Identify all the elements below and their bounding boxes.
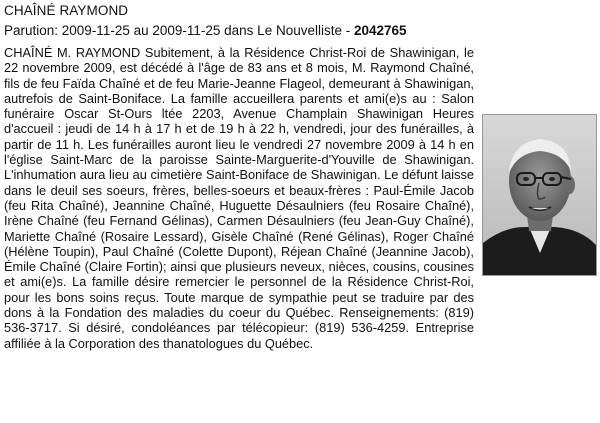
parution-text: Parution: 2009-11-25 au 2009-11-25 dans Le Nouvelliste -	[4, 23, 354, 38]
publication-info	[4, 23, 407, 38]
obituary-title: CHAÎNÉ RAYMOND	[4, 3, 129, 18]
portrait-illustration	[483, 115, 596, 275]
obituary-text: Subitement, à la Résidence Christ-Roi de Shawinigan, le 22 novembre 2009, est décédé à l'âge de 83 ans et 8 mois, M. Raymond Chaîné, fils de feu Faïda Chaîné et de feu Marie-Jeanne Flageol, demeurant à Shawinigan, autrefois de Saint-Boniface. La famille accueillera parents et ami(e)s au : Salon funéraire Oscar St-Ours ltée 2203, Avenue Champlain Shawinigan Heures d'accueil : jeudi de 14 h à 17 h et de 19 h à 22 h, vendredi, jour des funérailles, à partir de 11 h. Les funérailles auront lieu le vendredi 27 novembre 2009 à 14 h en l'église Saint-Marc de la paroisse Sainte-Marguerite-d'Youville de Shawinigan. L'inhumation aura lieu au cimetière Saint-Boniface de Shawinigan. Le défunt laisse dans le deuil ses soeurs, frères, belles-soeurs et beaux-frères : Paul-Émile Jacob (feu Rita Chaîné), Jeannine Chaîné, Huguette Désaulniers (feu Rosaire Chaîné), Irène Chaîné (feu Fernand Gélinas), Carmen Désaulniers (feu Jean-Guy Chaîné), Mariette Chaîné (Rosaire Lessard), Gisèle Chaîné (René Gélinas), Roger Chaîné (Hélène Toupin), Paul Chaîné (Colette Dupont), Réjean Chaîné (Jeannine Jacob), Émile Chaîné (Claire Fortin); ainsi que plusieurs neveux, nièces, cousins, cousines et ami(e)s. La famille désire remercier le personnel de la Résidence Christ-Roi, pour les bons soins reçus. Toute marque de sympathie peut se traduire par des dons à la Fondation des maladies du coeur du Québec. Renseignements: (819) 536-3717. Si désiré, condoléances par télécopieur: (819) 536-4259. Entreprise affiliée à la Corporation des thanatologues du Québec.	[4, 45, 474, 351]
obituary-lead: CHAÎNÉ M. RAYMOND	[4, 45, 141, 60]
notice-number: 2042765	[353, 23, 407, 38]
obituary-body	[4, 45, 474, 351]
portrait-photo-icon	[482, 114, 597, 276]
